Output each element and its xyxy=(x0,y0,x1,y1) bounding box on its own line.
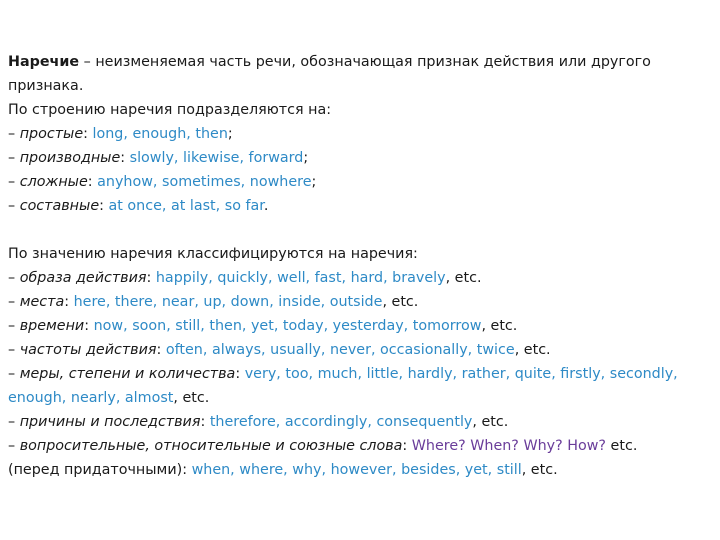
meaning-label: вопросительные, относительные и союзные слова xyxy=(19,438,403,454)
line-end: , etc. xyxy=(173,390,210,406)
meaning-item xyxy=(8,362,716,410)
meaning-label: места xyxy=(19,294,65,310)
dash: – xyxy=(8,342,20,358)
separator: : xyxy=(146,270,156,286)
dash: – xyxy=(8,150,20,166)
structure-examples: long, enough, then xyxy=(92,126,228,142)
line-end: ; xyxy=(303,150,309,166)
structure-item xyxy=(8,194,716,218)
meaning-item xyxy=(8,338,716,362)
dash: – xyxy=(8,174,20,190)
dash: – xyxy=(8,366,20,382)
separator: : xyxy=(83,126,93,142)
meaning-intro: По значению наречия классифицируются на наречия: xyxy=(8,246,418,262)
meaning-item xyxy=(8,410,716,434)
structure-examples: at once, at last, so far xyxy=(108,198,264,214)
structure-examples: slowly, likewise, forward xyxy=(129,150,304,166)
meaning-item xyxy=(8,290,716,314)
structure-label: составные xyxy=(19,198,100,214)
line-end: , etc. xyxy=(445,270,482,286)
meaning-examples: very, too, much, little, hardly, rather, quite, firstly, secondly, enough, nearly, almost xyxy=(8,366,678,406)
meaning-item xyxy=(8,314,716,338)
dash: – xyxy=(8,438,20,454)
line-end: ; xyxy=(311,174,317,190)
separator: : xyxy=(99,198,109,214)
meaning-examples: happily, quickly, well, fast, hard, bravely xyxy=(155,270,446,286)
meaning-item-question-words xyxy=(8,434,716,458)
dash: – xyxy=(8,198,20,214)
meaning-examples: often, always, usually, never, occasionally, twice xyxy=(165,342,515,358)
subordinate-examples: when, where, why, however, besides, yet, still xyxy=(191,462,522,478)
separator: : xyxy=(402,438,412,454)
separator: : xyxy=(156,342,166,358)
structure-examples: anyhow, sometimes, nowhere xyxy=(97,174,312,190)
structure-item xyxy=(8,146,716,170)
line-end: , etc. xyxy=(481,318,518,334)
separator: : xyxy=(87,174,98,190)
separator: : xyxy=(235,366,245,382)
line-end: , etc. xyxy=(382,294,419,310)
meaning-label: меры, степени и количества xyxy=(19,366,236,382)
meaning-label: причины и последствия xyxy=(19,414,201,430)
slide-content xyxy=(8,50,716,482)
line-end: , etc. xyxy=(514,342,551,358)
definition-text: – неизменяемая часть речи, обозначающая признак действия или другого признака. xyxy=(8,54,651,94)
meaning-examples: now, soon, still, then, yet, today, yesterday, tomorrow xyxy=(93,318,482,334)
line-end: , etc. xyxy=(521,462,558,478)
meaning-examples: here, there, near, up, down, inside, outside xyxy=(73,294,383,310)
separator: : xyxy=(120,150,130,166)
meaning-examples: therefore, accordingly, consequently xyxy=(209,414,473,430)
meaning-label: частоты действия xyxy=(19,342,157,358)
dash: – xyxy=(8,294,20,310)
meaning-item xyxy=(8,266,716,290)
dash: – xyxy=(8,414,20,430)
separator: : xyxy=(64,294,74,310)
separator: : xyxy=(84,318,94,334)
structure-label: производные xyxy=(19,150,121,166)
line-end: ; xyxy=(227,126,233,142)
spacer xyxy=(8,218,716,242)
line-end: etc. xyxy=(606,438,638,454)
meaning-subordinate-line xyxy=(8,458,716,482)
definition-paragraph xyxy=(8,50,716,98)
dash: – xyxy=(8,126,20,142)
subordinate-prefix: (перед придаточными): xyxy=(8,462,192,478)
meaning-label: образа действия xyxy=(19,270,147,286)
question-words: Where? When? Why? How? xyxy=(411,438,607,454)
structure-intro: По строению наречия подразделяются на: xyxy=(8,102,332,118)
dash: – xyxy=(8,318,20,334)
definition-term: Наречие xyxy=(8,54,80,70)
dash: – xyxy=(8,270,20,286)
line-end: . xyxy=(263,198,269,214)
structure-label: простые xyxy=(19,126,84,142)
structure-label: сложные xyxy=(19,174,88,190)
structure-item xyxy=(8,122,716,146)
meaning-label: времени xyxy=(19,318,85,334)
structure-item xyxy=(8,170,716,194)
line-end: , etc. xyxy=(472,414,509,430)
separator: : xyxy=(200,414,210,430)
